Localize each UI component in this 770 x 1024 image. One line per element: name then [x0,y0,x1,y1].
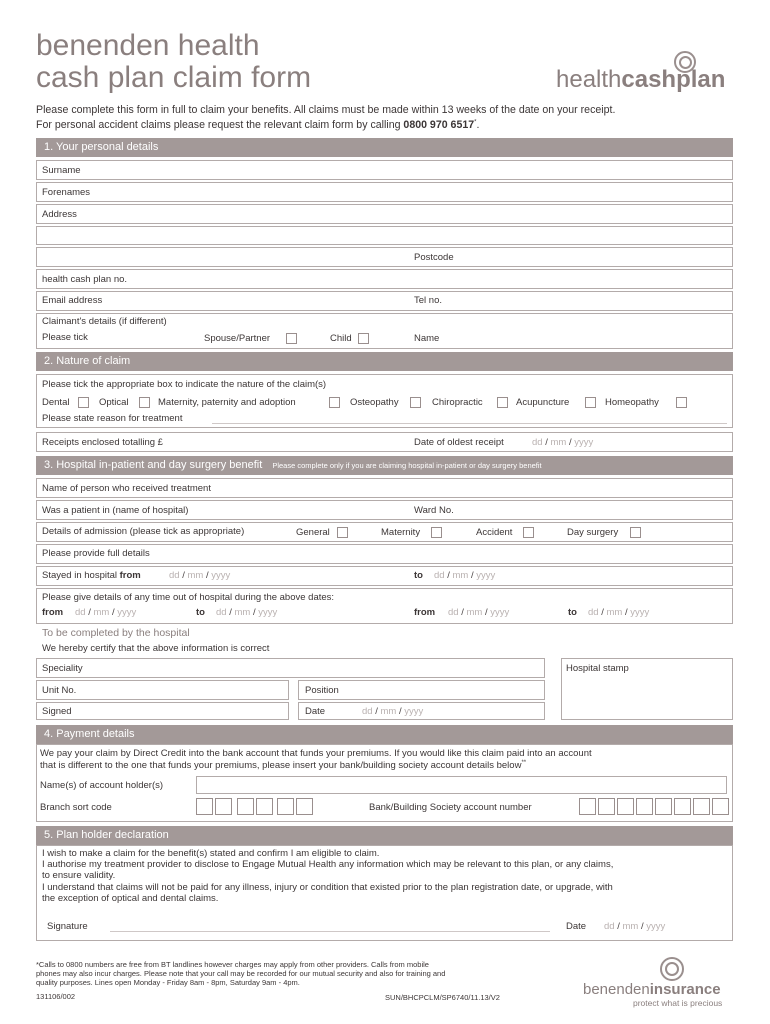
account-digit-box[interactable] [712,798,729,815]
logo-bold-text: cashplan [621,66,726,93]
account-holders-label: Name(s) of account holder(s) [40,780,164,791]
address-line-2-field[interactable] [36,226,733,245]
footer-code-center: SUN/BHCPCLM/SP6740/11.13/V2 [385,993,500,1002]
stay-to-date[interactable] [434,570,495,581]
yyyy-placeholder: yyyy [404,706,424,717]
forenames-label: Forenames [42,187,91,198]
yyyy-placeholder: yyyy [646,921,666,932]
date-slash: / [568,437,572,448]
mm-placeholder: mm [187,570,204,581]
speciality-field[interactable] [36,658,545,678]
claim-type-osteopathy-checkbox[interactable] [410,397,421,408]
adm-day-surgery-label: Day surgery [567,527,619,538]
claim-type-optical-label: Optical [99,397,129,408]
claim-type-homeopathy-checkbox[interactable] [676,397,687,408]
child-label: Child [330,333,352,344]
claim-instruction: Please tick the appropriate box to indicate the nature of the claim(s) [42,379,327,390]
sort-code-digit-box[interactable] [196,798,213,815]
time-out-from-2-date[interactable] [448,607,509,618]
date-slash: / [205,570,209,581]
date-slash: / [545,437,548,448]
stay-to-label: to [414,570,423,581]
account-digit-box[interactable] [579,798,596,815]
section-2-title: 2. Nature of claim [44,355,131,367]
email-tel-field[interactable] [36,291,733,311]
stay-from-date[interactable] [169,570,230,581]
date-slash: / [617,921,620,932]
dd-placeholder: dd [448,607,459,618]
spouse-checkbox[interactable] [286,333,297,344]
time-out-to-1-date[interactable] [216,607,277,618]
section-3-header [36,456,733,475]
signature-label: Signature [47,921,88,932]
yyyy-placeholder: yyyy [490,607,510,618]
account-digit-box[interactable] [693,798,710,815]
spouse-label: Spouse/Partner [204,333,271,344]
position-label: Position [305,685,339,696]
time-out-to-2-label: to [568,607,577,618]
yyyy-placeholder: yyyy [211,570,231,581]
payment-text-2-body: that is different to the one that funds your premiums, please insert your bank/building society account details below [40,760,522,772]
mm-placeholder: mm [380,706,397,717]
ward-label: Ward No. [414,505,454,516]
section-3-subtitle: Please complete only if you are claiming hospital in-patient or day surgery benefit [272,461,542,470]
hospital-stamp-label: Hospital stamp [566,663,629,674]
sort-code-digit-box[interactable] [237,798,254,815]
adm-accident-checkbox[interactable] [523,527,534,538]
stayed-text: Stayed in hospital [42,570,117,581]
declaration-date-input[interactable] [604,921,665,932]
claim-type-homeopathy-label: Homeopathy [605,397,659,408]
time-out-from-1-label: from [42,607,64,618]
account-digit-box[interactable] [617,798,634,815]
address-field[interactable] [36,204,733,224]
footer-note-line-1: *Calls to 0800 numbers are free from BT landlines however charges may apply from other providers. Calls from mobile [36,960,429,969]
dd-placeholder: dd [362,706,373,717]
time-out-to-1-label: to [196,607,205,618]
stayed-from-label: from [119,570,141,581]
adm-general-label: General [296,527,330,538]
adm-day-surgery-checkbox[interactable] [630,527,641,538]
payment-text-2 [40,760,526,771]
date-slash: / [484,607,488,618]
receipts-label: Receipts enclosed totalling £ [42,437,163,448]
intro-phone: 0800 970 6517 [403,119,475,131]
unit-no-label: Unit No. [42,685,77,696]
sort-code-digit-box[interactable] [256,798,273,815]
reason-label: Please state reason for treatment [42,413,183,424]
reason-input[interactable] [212,423,727,424]
hospital-date-label: Date [305,706,326,717]
payment-text-1: We pay your claim by Direct Credit into the bank account that funds your premiums. If you would like this claim paid into an account [40,748,592,759]
section-4-title: 4. Payment details [44,728,135,740]
signed-field[interactable] [36,702,289,720]
intro-line-2 [36,119,479,131]
adm-accident-label: Accident [476,527,513,538]
claim-type-acupuncture-label: Acupuncture [516,397,570,408]
yyyy-placeholder: yyyy [258,607,278,618]
yyyy-placeholder: yyyy [476,570,496,581]
claim-type-acupuncture-checkbox[interactable] [585,397,596,408]
adm-maternity-checkbox[interactable] [431,527,442,538]
account-digit-box[interactable] [674,798,691,815]
section-1-header [36,138,733,157]
email-label: Email address [42,295,103,306]
plan-number-label: health cash plan no. [42,274,128,285]
claim-type-chiropractic-label: Chiropractic [432,397,483,408]
footer-note-line-2: phones may also incur charges. Please note that your call may be recorded for our mutual security and also for training and [36,969,446,978]
intro-text: For personal accident claims please request the relevant claim form by calling [36,119,404,131]
intro-line-1: Please complete this form in full to claim your benefits. All claims must be made within 13 weeks of the date on your receipt. [36,104,616,116]
intro-end: . [476,119,480,131]
dd-placeholder: dd [169,570,180,581]
mm-placeholder: mm [550,437,567,448]
signed-label: Signed [42,706,72,717]
dd-placeholder: dd [75,607,86,618]
sort-code-digit-box[interactable] [215,798,232,815]
account-digit-box[interactable] [655,798,672,815]
benenden-logo-inner-ring-icon [665,962,679,976]
title-line-2: cash plan claim form [36,61,312,94]
address-label: Address [42,209,77,220]
hospital-date-input[interactable] [362,706,423,717]
mm-placeholder: mm [466,607,483,618]
benenden-insurance-logo [583,981,721,998]
tel-label: Tel no. [414,295,442,306]
oldest-receipt-label: Date of oldest receipt [414,437,504,448]
yyyy-placeholder: yyyy [574,437,594,448]
declaration-line-2: I authorise my treatment provider to disclose to Engage Mutual Health any information which may be relevant to this plan, or any claims, [42,859,614,870]
stayed-label [42,570,141,581]
adm-maternity-label: Maternity [381,527,421,538]
section-3-title: 3. Hospital in-patient and day surgery benefit [44,459,263,471]
sort-code-digit-box[interactable] [296,798,313,815]
date-slash: / [229,607,232,618]
date-slash: / [398,706,402,717]
declaration-line-4: I understand that claims will not be paid for any illness, injury or condition that existed prior to the plan registration date, or upgrade, with [42,882,613,893]
date-slash: / [624,607,628,618]
form-title [36,30,311,94]
treated-person-label: Name of person who received treatment [42,483,211,494]
claimant-label: Claimant's details (if different) [42,316,167,327]
footer-note-line-3: quality purposes. Lines open Monday - Friday 8am - 8pm, Saturday 9am - 4pm. [36,978,300,987]
admission-label: Details of admission (please tick as appropriate) [42,526,245,537]
account-digit-box[interactable] [636,798,653,815]
adm-general-checkbox[interactable] [337,527,348,538]
claim-type-maternity-label: Maternity, paternity and adoption [158,397,296,408]
declaration-line-1: I wish to make a claim for the benefit(s) stated and confirm I am eligible to claim. [42,848,380,859]
section-4-header [36,725,733,744]
section-5-title: 5. Plan holder declaration [44,829,169,841]
footer-code-left: 131106/002 [36,992,76,1001]
signature-input[interactable] [110,931,550,932]
date-slash: / [640,921,644,932]
claim-type-maternity-checkbox[interactable] [329,397,340,408]
account-holders-input[interactable] [196,776,727,794]
mm-placeholder: mm [622,921,639,932]
date-slash: / [252,607,256,618]
surname-label: Surname [42,165,81,176]
brand-bold-text: insurance [649,981,721,998]
time-out-to-2-date[interactable] [588,607,649,618]
time-out-label: Please give details of any time out of hospital during the above dates: [42,592,335,603]
yyyy-placeholder: yyyy [630,607,650,618]
certify-text: We hereby certify that the above information is correct [42,643,270,654]
dd-placeholder: dd [216,607,227,618]
hospital-name-label: Was a patient in (name of hospital) [42,505,189,516]
brand-light-text: benenden [583,981,650,998]
section-2-header [36,352,733,371]
forenames-field[interactable] [36,182,733,202]
intro-sup: * [474,119,477,126]
address-line-3-field[interactable] [36,247,733,267]
date-slash: / [461,607,464,618]
date-slash: / [601,607,604,618]
section-1-title: 1. Your personal details [44,141,159,153]
mm-placeholder: mm [606,607,623,618]
surname-field[interactable] [36,160,733,180]
claim-type-dental-checkbox[interactable] [78,397,89,408]
mm-placeholder: mm [234,607,251,618]
date-slash: / [88,607,91,618]
date-slash: / [182,570,185,581]
dd-placeholder: dd [588,607,599,618]
date-slash: / [111,607,115,618]
declaration-date-label: Date [566,921,587,932]
section-5-header [36,826,733,845]
plan-number-field[interactable] [36,269,733,289]
declaration-line-3: to ensure validity. [42,870,116,881]
payment-text-2-sup: ** [521,760,527,766]
date-slash: / [470,570,474,581]
date-slash: / [375,706,378,717]
please-tick-label: Please tick [42,332,88,343]
speciality-label: Speciality [42,663,83,674]
claim-type-optical-checkbox[interactable] [139,397,150,408]
time-out-from-1-date[interactable] [75,607,136,618]
hospital-section-heading: To be completed by the hospital [42,627,190,639]
account-digit-box[interactable] [598,798,615,815]
time-out-from-2-label: from [414,607,436,618]
mm-placeholder: mm [93,607,110,618]
postcode-label: Postcode [414,252,454,263]
claim-type-osteopathy-label: Osteopathy [350,397,399,408]
claimant-name-label: Name [414,333,440,344]
claim-type-dental-label: Dental [42,397,70,408]
oldest-receipt-date[interactable] [532,437,593,448]
healthcashplan-logo [556,66,725,94]
date-slash: / [447,570,450,581]
dd-placeholder: dd [434,570,445,581]
full-details-label: Please provide full details [42,548,150,559]
dd-placeholder: dd [532,437,543,448]
yyyy-placeholder: yyyy [117,607,137,618]
sort-code-digit-box[interactable] [277,798,294,815]
declaration-line-5: the exception of optical and dental claims. [42,893,219,904]
mm-placeholder: mm [452,570,469,581]
title-line-1: benenden health [36,29,260,62]
logo-light-text: health [556,66,622,93]
dd-placeholder: dd [604,921,615,932]
account-number-label: Bank/Building Society account number [369,802,532,813]
sort-code-label: Branch sort code [40,802,112,813]
tagline: protect what is precious [633,998,723,1008]
child-checkbox[interactable] [358,333,369,344]
claim-type-chiropractic-checkbox[interactable] [497,397,508,408]
